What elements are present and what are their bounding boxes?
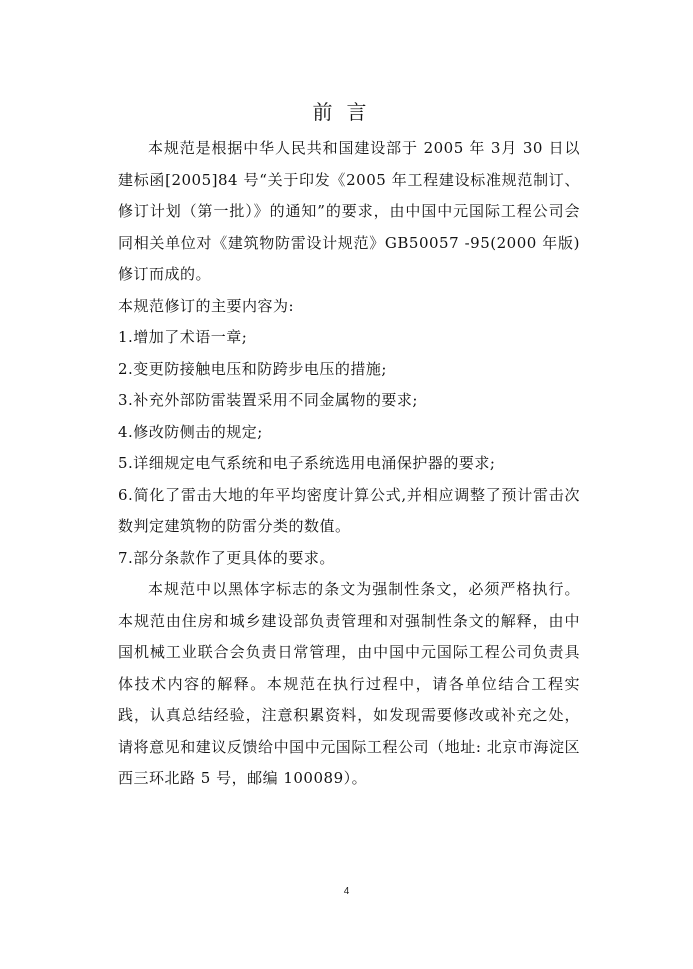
revision-item-2: 2.变更防接触电压和防跨步电压的措施; bbox=[118, 359, 387, 378]
revision-item-6: 6.简化了雷击大地的年平均密度计算公式,并相应调整了预计雷击次数判定建筑物的防雷分类的数值。 bbox=[118, 485, 580, 535]
closing-paragraph: 本规范中以黑体字标志的条文为强制性条文，必须严格执行。本规范由住房和城乡建设部负责管理和对强制性条文的解释，由中国机械工业联合会负责日常管理，由中国中元国际工程公司负责具体技术内容的解释。本规范在执行过程中，请各单位结合工程实践，认真总结经验，注意积累资料，如发现需要修改或补充之处，请将意见和建议反馈给中国中元国际工程公司（地址: 北京市海淀区西三环北路 5 号，邮编 100089）。 bbox=[118, 580, 580, 787]
revision-item-3: 3.补充外部防雷装置采用不同金属物的要求; bbox=[118, 391, 418, 409]
revision-item-1: 1.增加了术语一章; bbox=[118, 328, 248, 346]
intro-paragraph: 本规范是根据中华人民共和国建设部于 2005 年 3月 30 日以建标函[2005]84 号“关于印发《2005 年工程建设标准规范制订、修订计划（第一批）》的通知”的要求，由中国中元国际工程公司会同相关单位对《建筑物防雷设计规范》GB50057 -95(2000 年版)修订而成的。 bbox=[118, 139, 580, 283]
revision-heading: 本规范修订的主要内容为: bbox=[118, 296, 295, 315]
revision-item-7: 7.部分条款作了更具体的要求。 bbox=[118, 548, 335, 567]
revision-item-5: 5.详细规定电气系统和电子系统选用电涌保护器的要求; bbox=[118, 454, 496, 472]
document-body bbox=[118, 133, 580, 795]
revision-item-4: 4.修改防侧击的规定; bbox=[118, 422, 263, 441]
page-title: 前言 bbox=[312, 100, 381, 124]
page-number: 4 bbox=[343, 886, 350, 897]
